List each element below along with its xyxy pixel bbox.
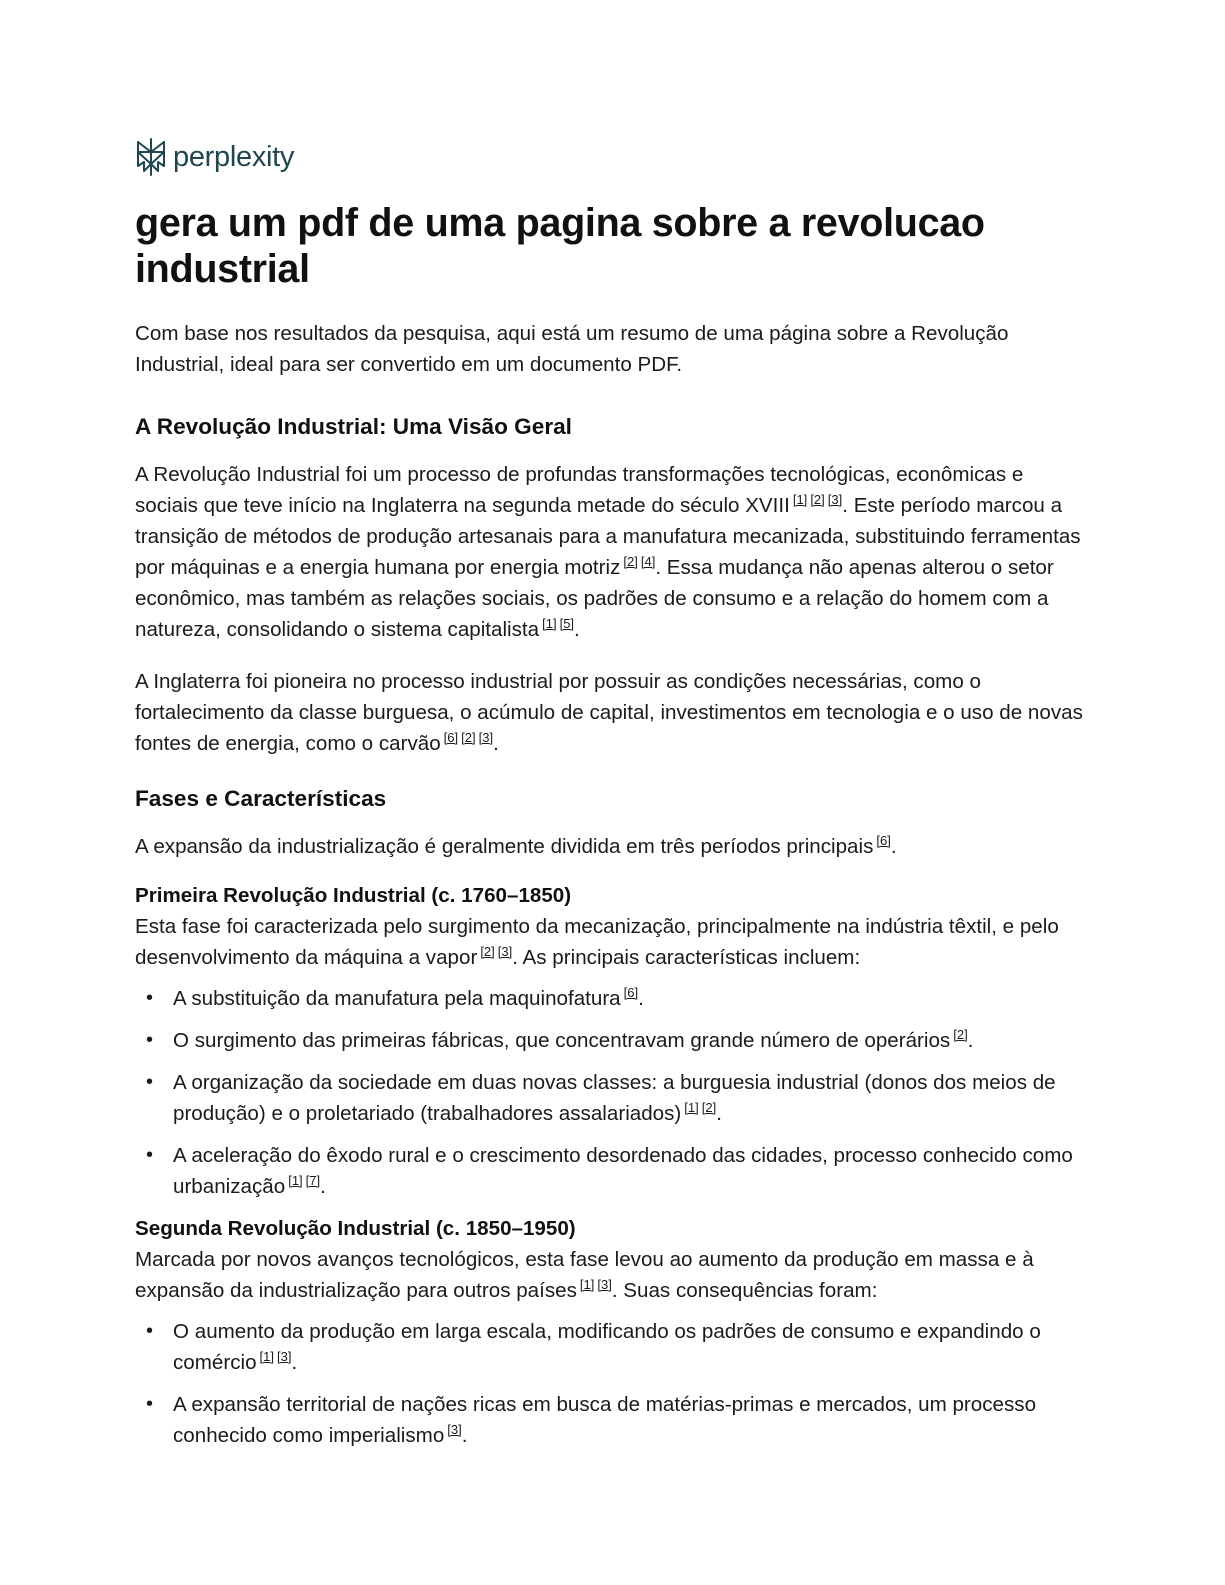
text-run: . bbox=[291, 1351, 298, 1374]
citation-link[interactable]: [2] bbox=[810, 492, 825, 507]
brand-logo bbox=[135, 138, 1085, 176]
citation-link[interactable]: [1] bbox=[288, 1173, 303, 1188]
text-run: . Suas consequências foram: bbox=[611, 1279, 878, 1302]
list-item bbox=[135, 1140, 1085, 1202]
phase1-list bbox=[135, 983, 1085, 1202]
citation-link[interactable]: [3] bbox=[827, 492, 843, 507]
text-run: . As principais características incluem: bbox=[512, 946, 861, 969]
citation-link[interactable]: [3] bbox=[277, 1349, 292, 1364]
text-run: . bbox=[574, 618, 580, 641]
phase2-paragraph bbox=[135, 1244, 1085, 1306]
text-run: . bbox=[638, 987, 644, 1010]
text-run: . bbox=[890, 835, 897, 858]
citation-link[interactable]: [7] bbox=[305, 1173, 321, 1188]
text-run: . Essa mudança não apenas alterou o setor econômico, mas também as relações sociais, os padrões de consumo e a relação do homem com a natureza, consolidando o sistema capitalista bbox=[135, 556, 1054, 641]
citation-link[interactable]: [6] bbox=[876, 833, 891, 848]
document-page bbox=[135, 138, 1085, 1462]
section-heading-phases: Fases e Características bbox=[135, 786, 387, 811]
phase2-heading: Segunda Revolução Industrial (c. 1850–1950) bbox=[135, 1217, 576, 1240]
list-item bbox=[135, 1067, 1085, 1129]
text-run: O aumento da produção em larga escala, modificando os padrões de consumo e expandindo o comércio bbox=[173, 1320, 1041, 1374]
text-run: A organização da sociedade em duas novas classes: a burguesia industrial (donos dos meios de produção) e o proletariado (trabalhadores assalariados) bbox=[173, 1071, 1056, 1125]
list-item bbox=[135, 1389, 1085, 1451]
text-run: . bbox=[461, 1424, 468, 1447]
citation-link[interactable]: [4] bbox=[640, 554, 656, 569]
phase1-heading: Primeira Revolução Industrial (c. 1760–1850) bbox=[135, 884, 572, 907]
section-heading-overview: A Revolução Industrial: Uma Visão Geral bbox=[135, 414, 572, 439]
text-run: . bbox=[716, 1102, 722, 1125]
citation-link[interactable]: [6] bbox=[623, 985, 639, 1000]
phase2-list bbox=[135, 1316, 1085, 1451]
citation-link[interactable]: [1] bbox=[792, 492, 808, 507]
text-run: A expansão territorial de nações ricas em busca de matérias-primas e mercados, um processo conhecido como imperialismo bbox=[173, 1393, 1037, 1447]
text-run: O surgimento das primeiras fábricas, que concentravam grande número de operários bbox=[173, 1029, 951, 1052]
text-run: . Este período marcou a transição de métodos de produção artesanais para a manufatura mecanizada, substituindo ferramentas por máquinas e a energia humana por energia motriz bbox=[135, 494, 1081, 579]
list-item bbox=[135, 1025, 1085, 1056]
perplexity-logo-icon bbox=[135, 138, 167, 176]
text-run: A expansão da industrialização é geralmente dividida em três períodos principais bbox=[135, 835, 874, 858]
list-item bbox=[135, 983, 1085, 1014]
text-run: A substituição da manufatura pela maquinofatura bbox=[173, 987, 621, 1010]
citation-link[interactable]: [1] bbox=[259, 1349, 275, 1364]
text-run: A aceleração do êxodo rural e o crescimento desordenado das cidades, processo conhecido como urbanização bbox=[173, 1144, 1073, 1198]
overview-paragraph-1 bbox=[135, 459, 1085, 645]
page-title: gera um pdf de uma pagina sobre a revolucao industrial bbox=[135, 201, 985, 291]
citation-link[interactable]: [3] bbox=[597, 1277, 612, 1292]
brand-name: perplexity bbox=[173, 140, 295, 173]
citation-link[interactable]: [2] bbox=[623, 554, 638, 569]
citation-link[interactable]: [1] bbox=[542, 616, 557, 631]
citation-link[interactable]: [2] bbox=[701, 1100, 717, 1115]
citation-link[interactable]: [3] bbox=[447, 1422, 462, 1437]
phases-intro-paragraph bbox=[135, 831, 1085, 862]
citation-link[interactable]: [1] bbox=[579, 1277, 595, 1292]
list-item bbox=[135, 1316, 1085, 1378]
citation-link[interactable]: [2] bbox=[953, 1027, 968, 1042]
text-run: Esta fase foi caracterizada pelo surgimento da mecanização, principalmente na indústria têxtil, e pelo desenvolvimento da máquina a vapor bbox=[135, 915, 1059, 969]
text-run: . bbox=[493, 732, 499, 755]
citation-link[interactable]: [1] bbox=[684, 1100, 699, 1115]
intro-paragraph: Com base nos resultados da pesquisa, aqui está um resumo de uma página sobre a Revolução Industrial, ideal para ser convertido em um documento PDF. bbox=[135, 322, 1009, 376]
citation-link[interactable]: [6] bbox=[443, 730, 459, 745]
text-run: Marcada por novos avanços tecnológicos, esta fase levou ao aumento da produção em massa e à expansão da industrialização para outros países bbox=[135, 1248, 1034, 1302]
text-run: A Revolução Industrial foi um processo de profundas transformações tecnológicas, econômicas e sociais que teve início na Inglaterra na segunda metade do século XVIII bbox=[135, 463, 1024, 517]
citation-link[interactable]: [2] bbox=[461, 730, 476, 745]
text-run: . bbox=[320, 1175, 326, 1198]
citation-link[interactable]: [2] bbox=[480, 944, 495, 959]
text-run: A Inglaterra foi pioneira no processo industrial por possuir as condições necessárias, como o fortalecimento da classe burguesa, o acúmulo de capital, investimentos em tecnologia e o uso de novas fontes de energia, como o carvão bbox=[135, 670, 1083, 755]
text-run: . bbox=[967, 1029, 974, 1052]
citation-link[interactable]: [5] bbox=[559, 616, 575, 631]
overview-paragraph-2 bbox=[135, 666, 1085, 759]
phase1-paragraph bbox=[135, 911, 1085, 973]
citation-link[interactable]: [3] bbox=[478, 730, 494, 745]
citation-link[interactable]: [3] bbox=[497, 944, 513, 959]
